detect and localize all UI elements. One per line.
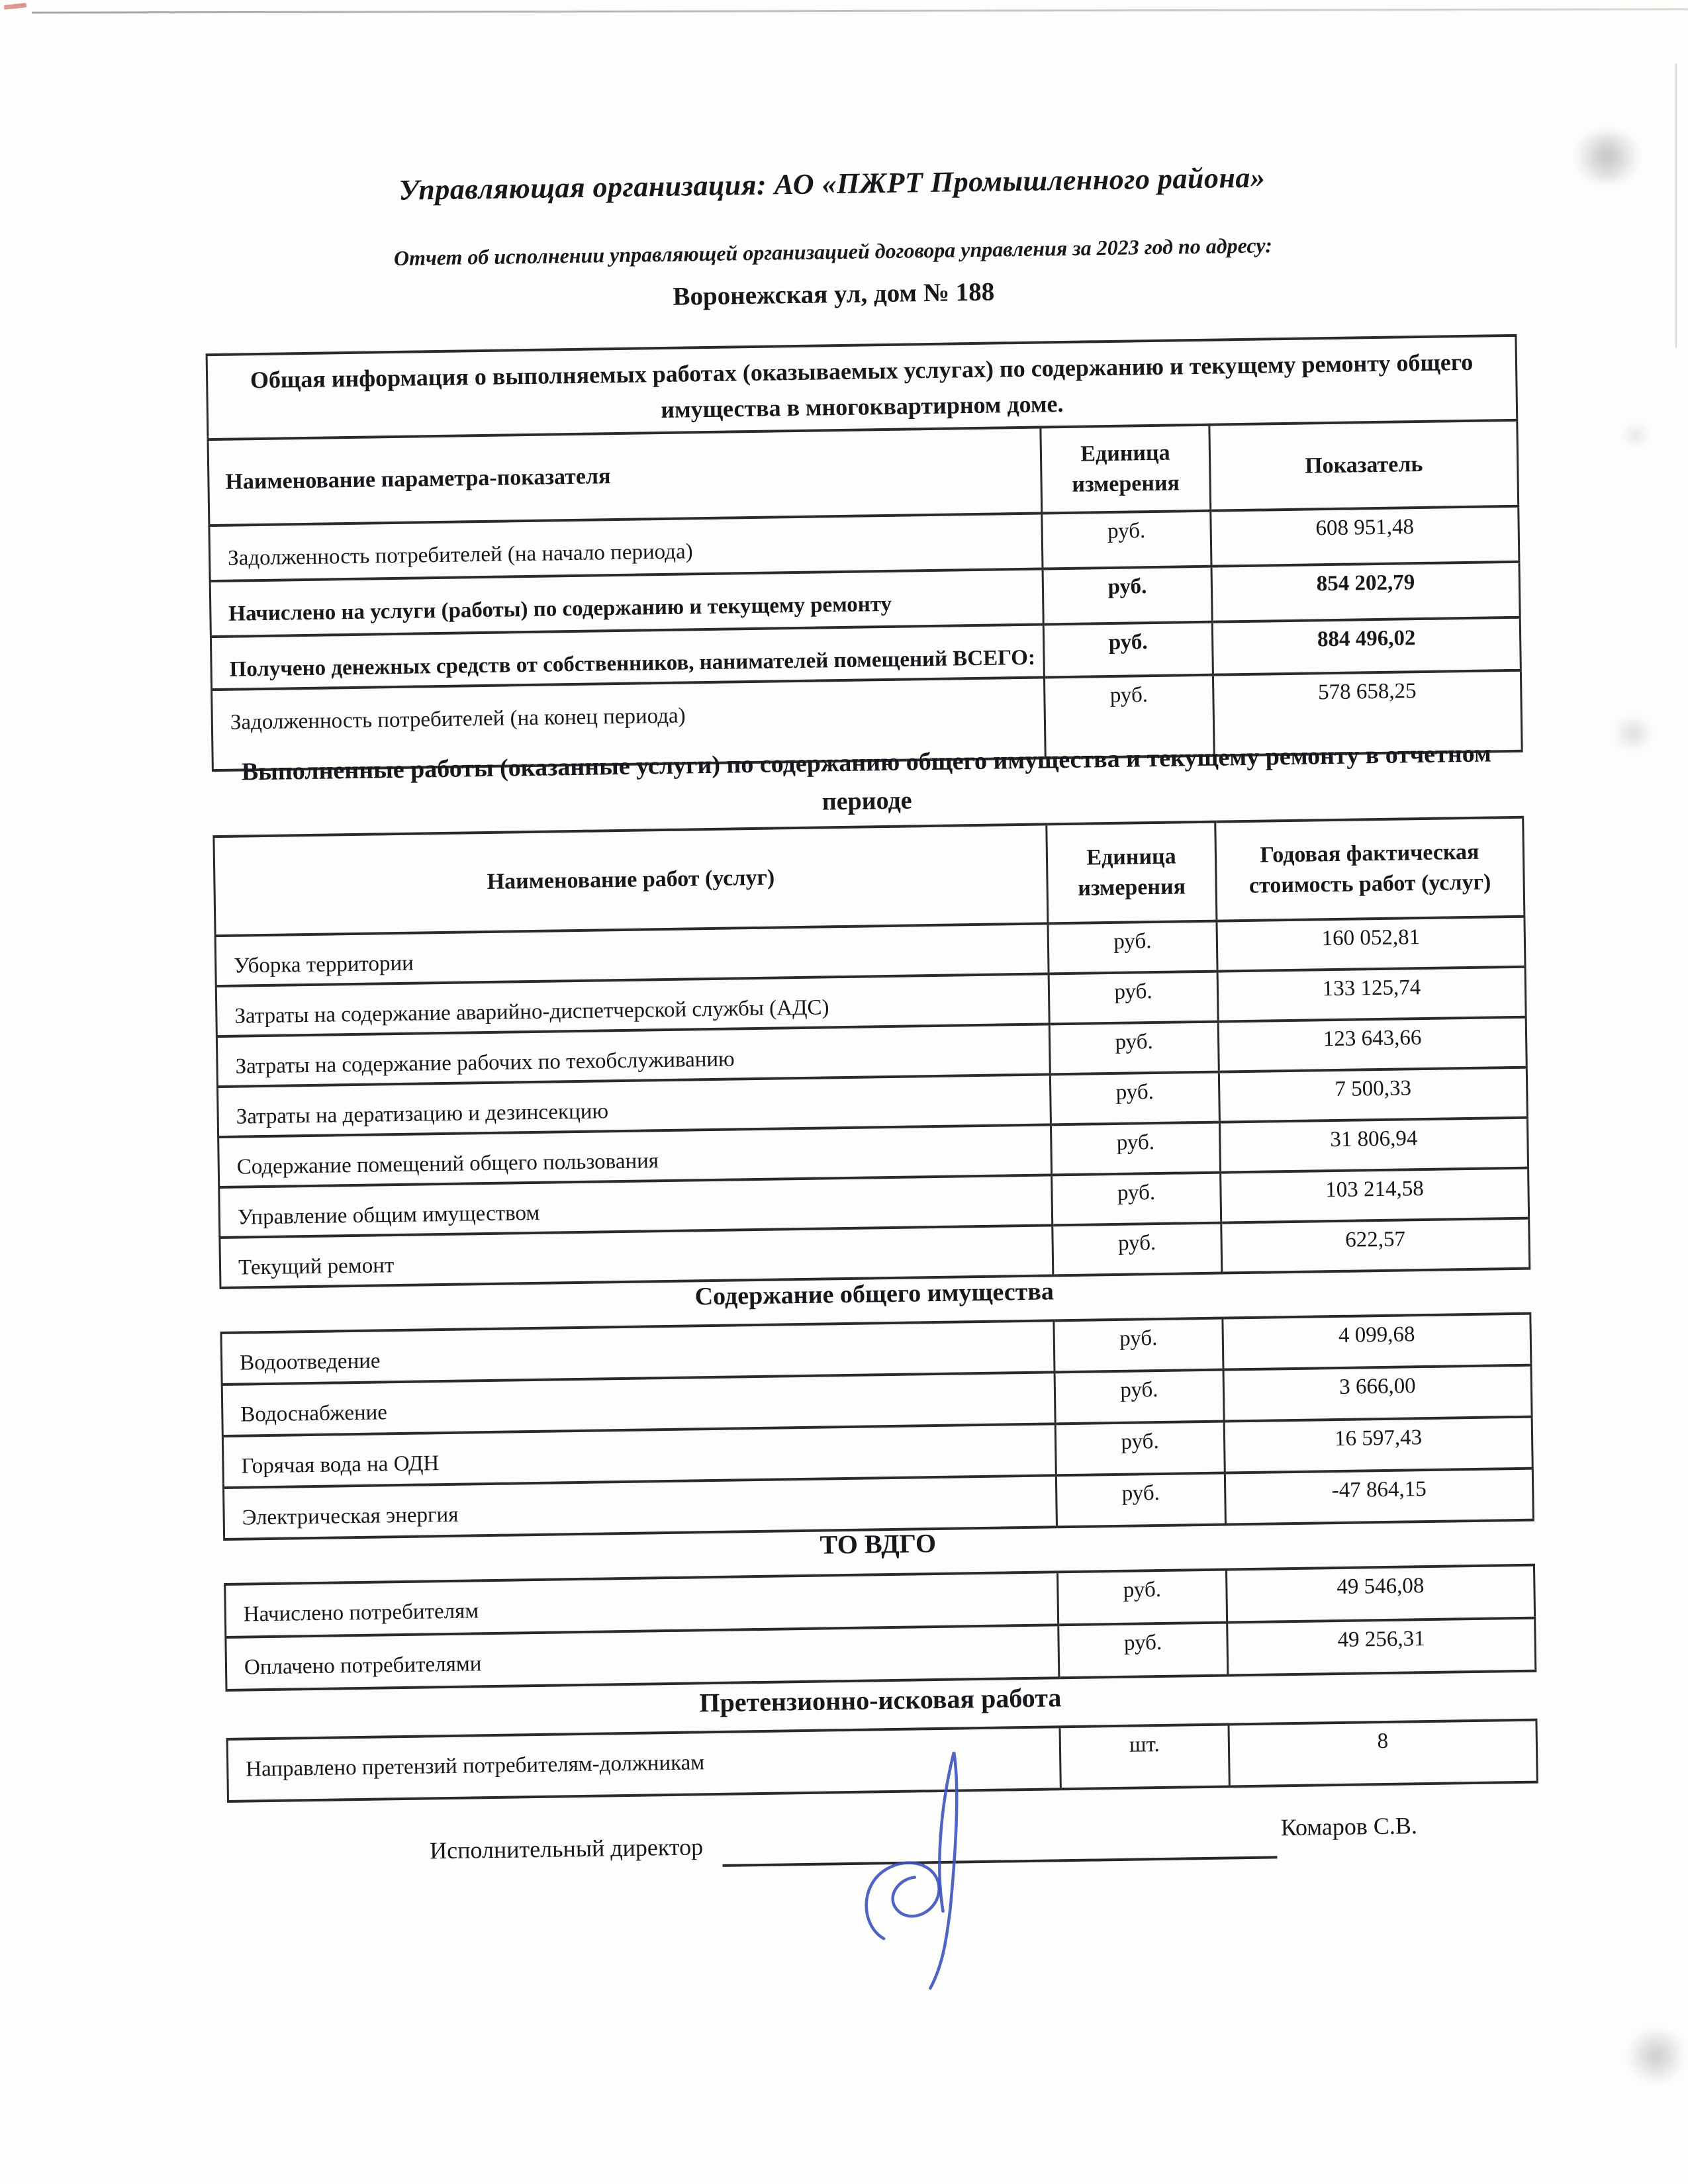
row-unit: руб. xyxy=(1043,567,1212,625)
works-table xyxy=(212,816,1530,1289)
row-value: 4 099,68 xyxy=(1223,1314,1531,1370)
row-label: Затраты на дератизацию и дезинсекцию xyxy=(218,1074,1051,1137)
row-unit: шт. xyxy=(1060,1725,1229,1790)
row-value: 160 052,81 xyxy=(1217,917,1525,972)
row-unit: руб. xyxy=(1049,1022,1219,1075)
row-unit: руб. xyxy=(1044,675,1214,758)
general-info-table xyxy=(206,334,1523,772)
row-label: Электрическая энергия xyxy=(223,1475,1056,1539)
row-label: Затраты на содержание рабочих по техобслуживанию xyxy=(216,1024,1050,1087)
row-unit: руб. xyxy=(1049,972,1218,1024)
row-label: Начислено потребителям xyxy=(225,1572,1058,1637)
row-value: 49 256,31 xyxy=(1227,1618,1536,1676)
row-label: Задолженность потребителей (на начало периода) xyxy=(209,513,1043,581)
row-value: 622,57 xyxy=(1221,1218,1530,1273)
section-heading-maintenance: Содержание общего имущества xyxy=(694,1277,1055,1311)
row-value: 133 125,74 xyxy=(1217,967,1526,1022)
column-header-name: Наименование параметра-показателя xyxy=(208,428,1042,526)
row-unit: руб. xyxy=(1043,622,1213,678)
row-unit: руб. xyxy=(1053,1223,1222,1276)
row-unit: руб. xyxy=(1051,1122,1220,1175)
row-label: Задолженность потребителей (на конец периода) xyxy=(212,677,1046,770)
row-unit: руб. xyxy=(1056,1473,1225,1527)
row-label: Содержание помещений общего пользования xyxy=(218,1124,1052,1187)
row-label: Водоотведение xyxy=(221,1320,1055,1385)
row-label: Направлено претензий потребителям-должникам xyxy=(227,1727,1060,1801)
table-header-row xyxy=(214,817,1524,936)
signature-name: Комаров С.В. xyxy=(1280,1812,1418,1841)
row-value: 49 546,08 xyxy=(1226,1565,1534,1623)
column-header-unit: Единица измерения xyxy=(1041,425,1211,514)
maintenance-table xyxy=(220,1312,1534,1541)
row-value: -47 864,15 xyxy=(1225,1469,1533,1525)
column-header-value: Показатель xyxy=(1209,420,1519,511)
row-value: 8 xyxy=(1229,1720,1537,1787)
row-unit: руб. xyxy=(1054,1318,1223,1373)
scan-red-mark xyxy=(4,3,27,10)
row-value: 123 643,66 xyxy=(1218,1017,1526,1072)
row-value: 31 806,94 xyxy=(1219,1118,1528,1173)
row-unit: руб. xyxy=(1050,1072,1219,1125)
address-line: Воронежская ул, дом № 188 xyxy=(673,277,995,311)
row-value: 578 658,25 xyxy=(1213,670,1522,756)
row-unit: руб. xyxy=(1058,1570,1227,1625)
row-unit: руб. xyxy=(1052,1173,1221,1226)
row-label: Текущий ремонт xyxy=(220,1225,1053,1288)
table-caption: Общая информация о выполняемых работах (оказываемых услугах) по содержанию и текущему ремонту общего имущества в многоквартирном доме. xyxy=(207,336,1517,439)
row-value: 103 214,58 xyxy=(1221,1168,1529,1223)
row-label: Водоснабжение xyxy=(222,1372,1055,1436)
row-label: Оплачено потребителями xyxy=(226,1625,1059,1690)
row-value: 16 597,43 xyxy=(1224,1417,1532,1473)
row-label: Затраты на содержание аварийно-диспетчерской службы (АДС) xyxy=(216,974,1049,1036)
column-header-value: Годовая фактическая стоимость работ (услуг) xyxy=(1215,817,1524,921)
signature-role-label: Исполнительный директор xyxy=(429,1833,704,1864)
row-unit: руб. xyxy=(1042,511,1211,569)
vdgo-table xyxy=(224,1564,1536,1692)
row-label: Начислено на услуги (работы) по содержанию и текущему ремонту xyxy=(210,569,1043,637)
page-title: Управляющая организация: АО «ПЖРТ Промышленного района» xyxy=(399,161,1266,206)
row-unit: руб. xyxy=(1048,921,1217,974)
row-label: Уборка территории xyxy=(215,923,1049,986)
row-value: 608 951,48 xyxy=(1211,506,1519,567)
row-unit: руб. xyxy=(1055,1422,1225,1476)
row-label: Горячая вода на ОДН xyxy=(222,1424,1056,1488)
row-value: 3 666,00 xyxy=(1223,1365,1532,1422)
section-heading-claims: Претензионно-исковая работа xyxy=(699,1682,1062,1718)
report-subtitle: Отчет об исполнении управляющей организацией договора управления за 2023 год по адресу: xyxy=(393,233,1273,270)
row-label: Управление общим имуществом xyxy=(219,1175,1053,1238)
row-value: 884 496,02 xyxy=(1212,617,1521,675)
row-value: 854 202,79 xyxy=(1211,562,1520,622)
signature-scribble xyxy=(840,1743,1029,2004)
row-label: Получено денежных средств от собственников, нанимателей помещений ВСЕГО: xyxy=(211,624,1044,690)
section-heading-vdgo: ТО ВДГО xyxy=(820,1528,937,1560)
section-heading-works: Выполненные работы (оказанные услуги) по содержанию общего имущества и текущему ремонту в отчетном периоде xyxy=(241,739,1492,816)
column-header-unit: Единица измерения xyxy=(1047,822,1217,924)
column-header-name: Наименование работ (услуг) xyxy=(214,824,1048,936)
row-unit: руб. xyxy=(1055,1370,1224,1424)
row-value: 7 500,33 xyxy=(1219,1068,1527,1122)
row-unit: руб. xyxy=(1058,1623,1228,1678)
